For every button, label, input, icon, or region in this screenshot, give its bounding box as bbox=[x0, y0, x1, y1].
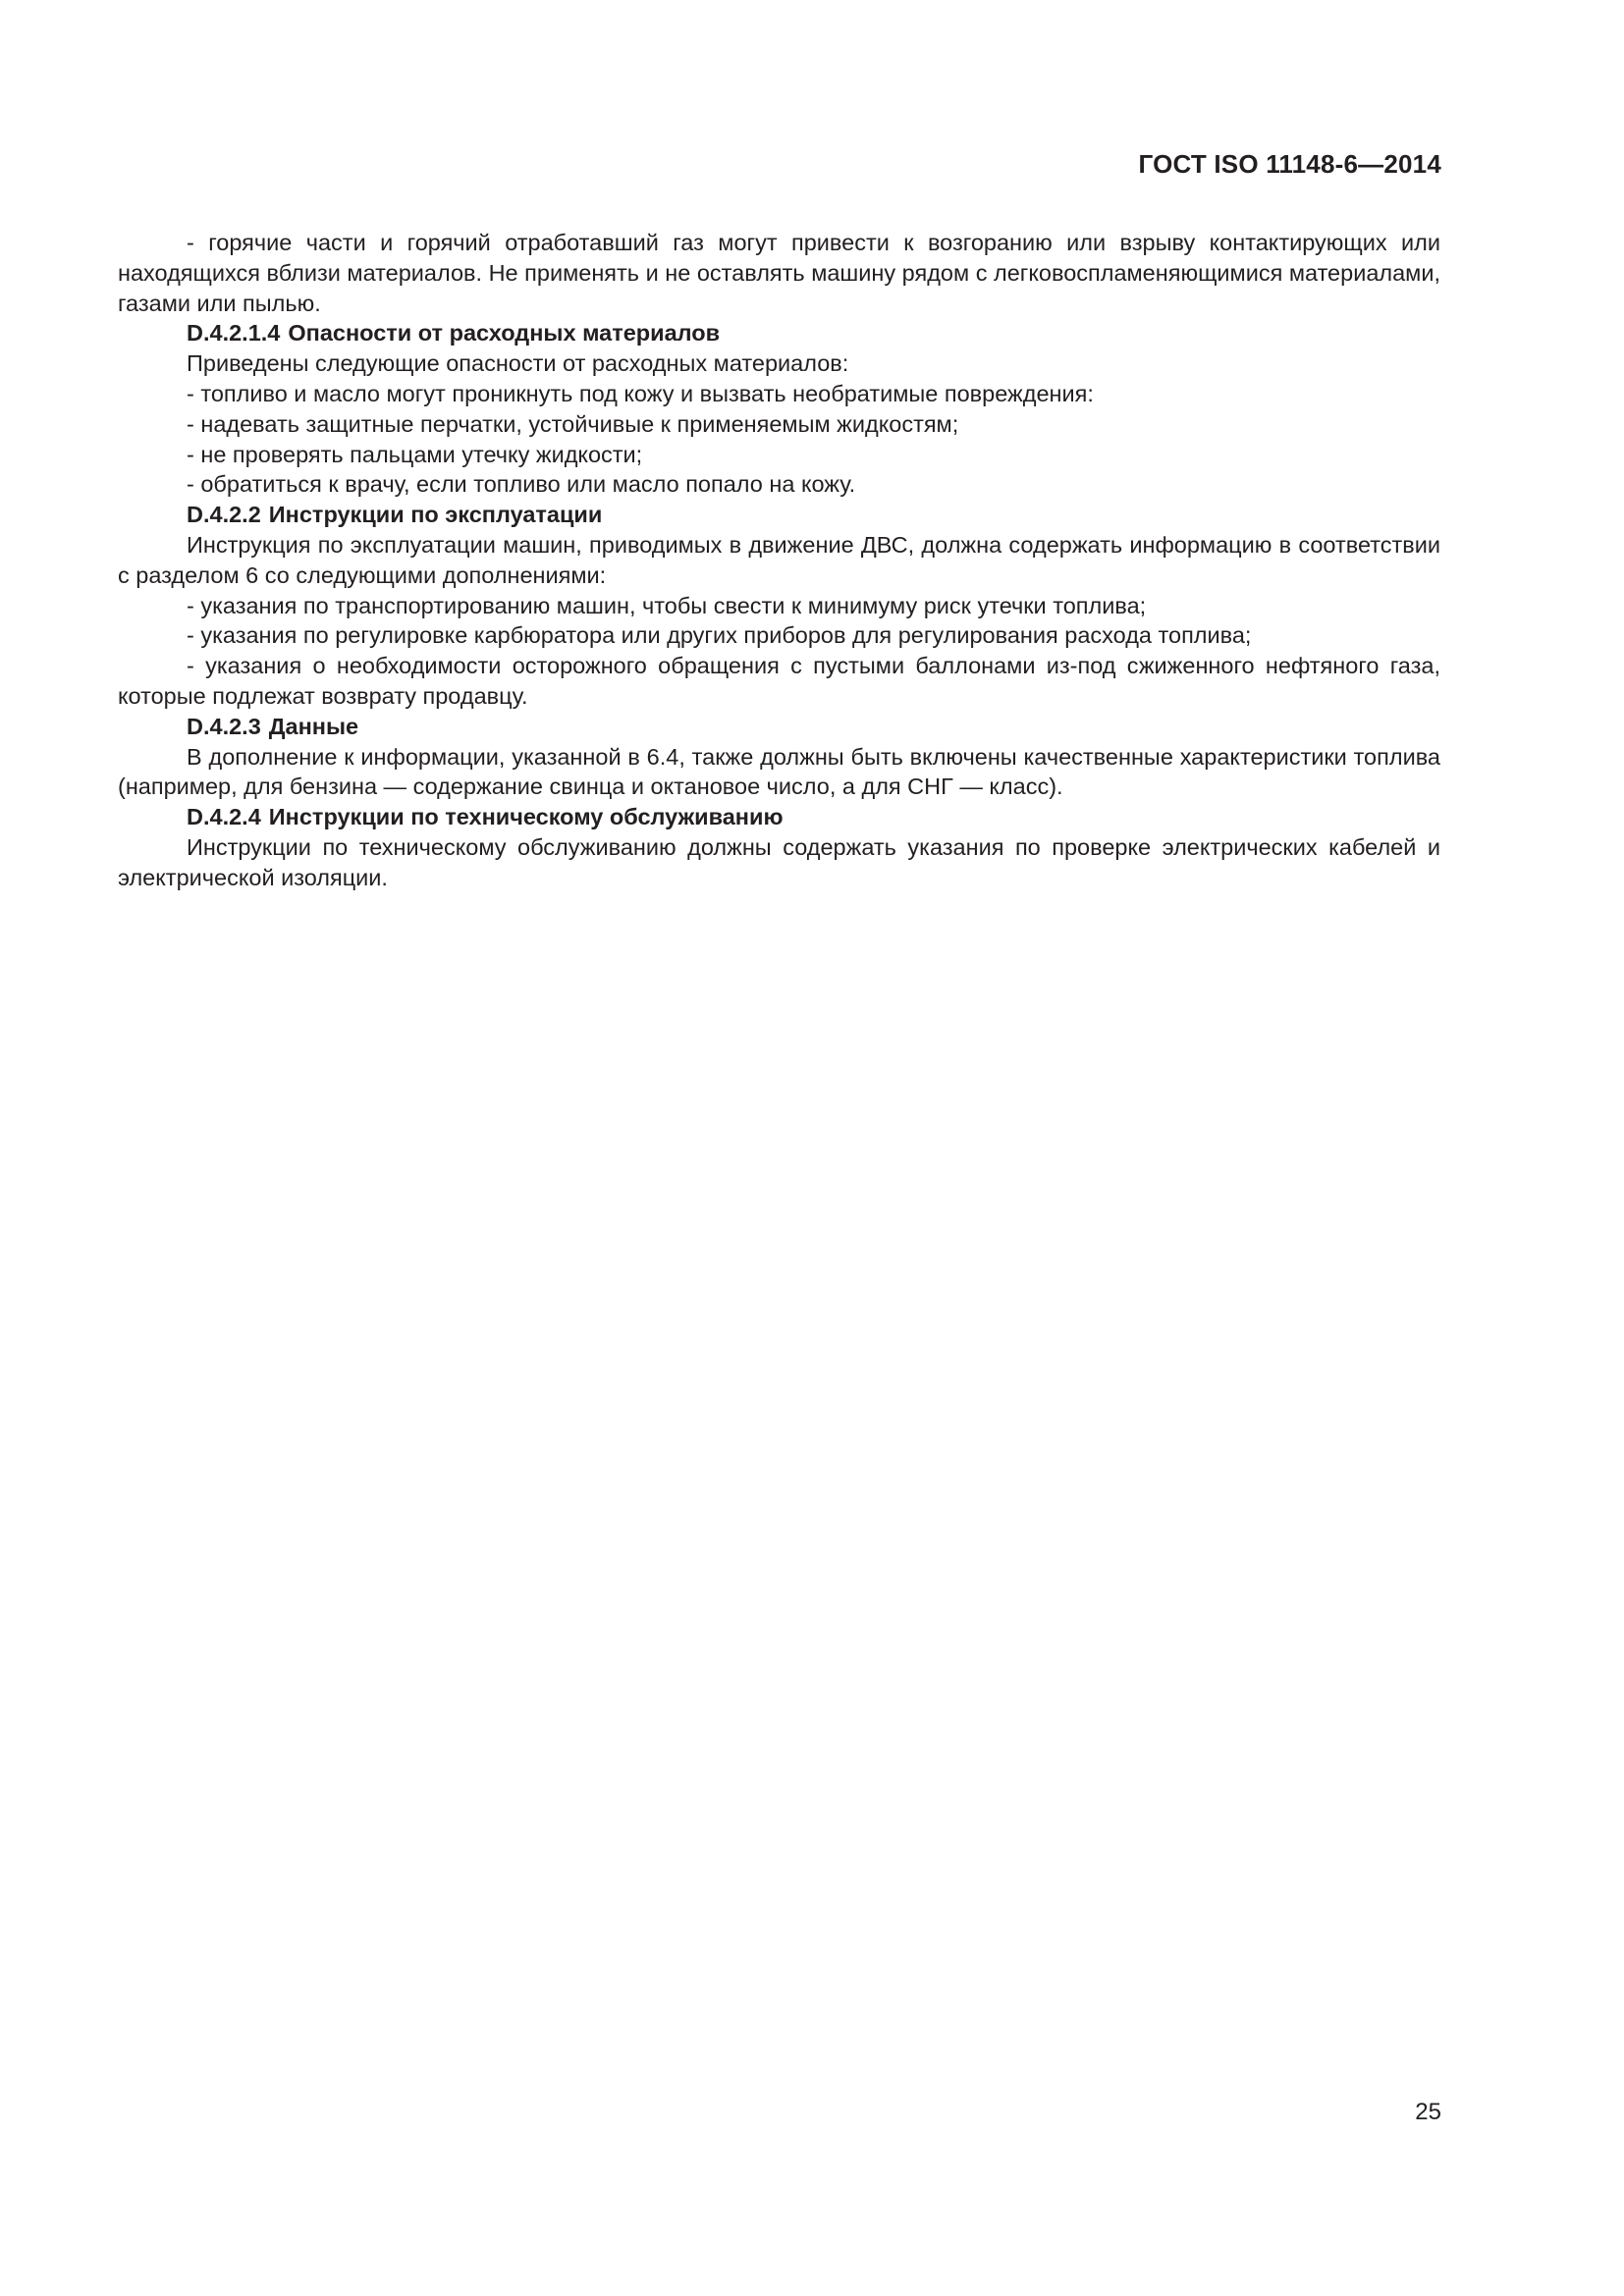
section-number: D.4.2.3 bbox=[187, 713, 261, 739]
section-paragraph: Инструкция по эксплуатации машин, приводимых в движение ДВС, должна содержать информацию в соответствии с разделом 6 со следующими дополнениями: bbox=[118, 531, 1440, 588]
section-title: Данные bbox=[268, 713, 359, 739]
section-number: D.4.2.1.4 bbox=[187, 320, 281, 347]
list-item: - топливо и масло могут проникнуть под кожу и вызвать необратимые повреждения: bbox=[187, 380, 1094, 406]
section-paragraph: Инструкции по техническому обслуживанию должны содержать указания по проверке электрических кабелей и электрической изоляции. bbox=[118, 833, 1440, 890]
section-title: Инструкции по техническому обслуживанию bbox=[268, 804, 784, 830]
section-intro: Приведены следующие опасности от расходных материалов: bbox=[187, 350, 849, 377]
list-item: - указания по транспортированию машин, чтобы свести к минимуму риск утечки топлива; bbox=[187, 592, 1147, 618]
section-heading-d424 bbox=[118, 802, 1440, 832]
section-number: D.4.2.2 bbox=[187, 502, 261, 528]
document-body bbox=[118, 228, 1440, 893]
section-heading-d422 bbox=[118, 500, 1440, 530]
section-number: D.4.2.4 bbox=[187, 804, 261, 830]
document-code-header: ГОСТ ISO 11148-6—2014 bbox=[1138, 149, 1441, 179]
section-title: Опасности от расходных материалов bbox=[288, 320, 721, 347]
list-item: - надевать защитные перчатки, устойчивые к применяемым жидкостям; bbox=[187, 410, 959, 437]
section-heading-d4214 bbox=[118, 318, 1440, 348]
list-item: - обратиться к врачу, если топливо или масло попало на кожу. bbox=[187, 471, 856, 498]
list-item: - указания по регулировке карбюратора или других приборов для регулирования расхода топлива; bbox=[187, 622, 1252, 649]
section-heading-d423 bbox=[118, 712, 1440, 742]
section-paragraph: В дополнение к информации, указанной в 6.4, также должны быть включены качественные характеристики топлива (например, для бензина — содержание свинца и октановое число, а для СНГ — класс). bbox=[118, 743, 1440, 800]
section-title: Инструкции по эксплуатации bbox=[268, 502, 603, 528]
list-item: - указания о необходимости осторожного обращения с пустыми баллонами из-под сжиженного нефтяного газа, которые подлежат возврату продавцу. bbox=[118, 653, 1440, 709]
page-number: 25 bbox=[1415, 2099, 1441, 2125]
list-item: - не проверять пальцами утечку жидкости; bbox=[187, 441, 643, 467]
hazard-paragraph: - горячие части и горячий отработавший газ могут привести к возгоранию или взрыву контактирующих или находящихся вблизи материалов. Не применять и не оставлять машину рядом с легковоспламеняющимися материалами, газами или пылью. bbox=[118, 230, 1440, 316]
